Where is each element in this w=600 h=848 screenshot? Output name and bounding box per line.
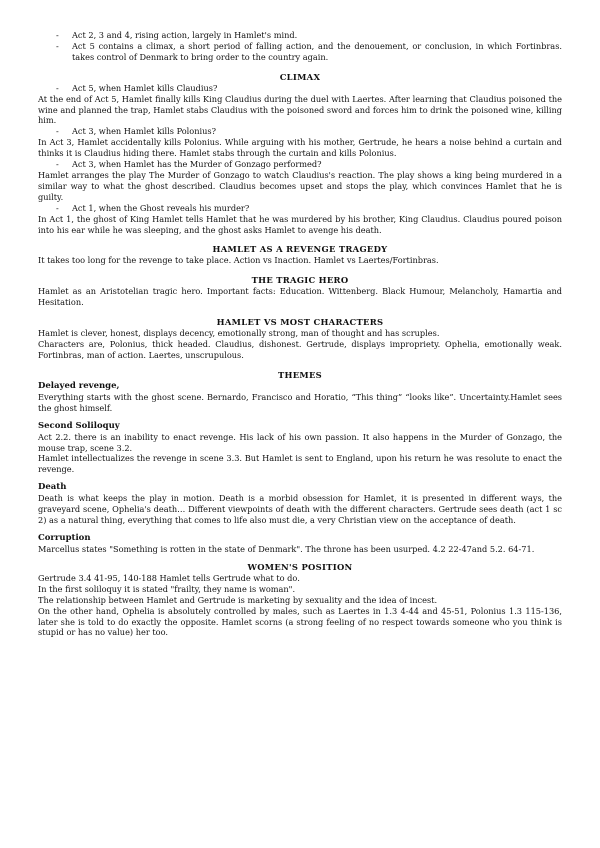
revenge-tragedy-heading: HAMLET AS A REVENGE TRAGEDY	[212, 244, 388, 255]
climax-answer: In Act 1, the ghost of King Hamlet tells Hamlet that he was murdered by his brother, King Claudius. Claudius poured poison into his ear while he was sleeping, and the ghost asks Hamlet to avenge his death.	[38, 213, 562, 235]
climax-heading: CLIMAX	[279, 71, 321, 82]
womens-position-line: Gertrude 3.4 41-95, 140-188 Hamlet tells Gertrude what to do.	[38, 572, 300, 583]
themes-heading: THEMES	[277, 369, 323, 380]
vs-characters-line: Characters are, Polonius, thick headed. Claudius, dishonest. Gertrude, displays impropriety. Ophelia, emotionally weak. Fortinbras, man of action. Laertes, unscrupulous.	[38, 339, 562, 360]
theme-text: Act 2.2. there is an inability to enact revenge. His lack of his own passion. It also happens in the Murder of Gonzago, the mouse trap, scene 3.2.	[38, 431, 562, 453]
tragic-hero-heading: THE TRAGIC HERO	[251, 275, 349, 286]
list-item: - Act 2, 3 and 4, rising action, largely in Hamlet's mind.	[52, 30, 562, 41]
climax-answer: In Act 3, Hamlet accidentally kills Polonius. While arguing with his mother, Gertrude, he hears a noise behind a curtain and thinks it is Claudius hiding there. Hamlet stabs through the curtain and kills Polonius.	[38, 137, 562, 159]
intro-list	[38, 30, 562, 63]
list-item: - Act 5 contains a climax, a short period of falling action, and the denouement, or conclusion, in which Fortinbras. takes control of Denmark to bring order to the country again.	[52, 41, 562, 63]
climax-question: - Act 3, when Hamlet has the Murder of Gonzago performed?	[52, 159, 562, 170]
theme-title: Death	[38, 482, 67, 493]
vs-characters-heading: HAMLET VS MOST CHARACTERS	[216, 317, 384, 328]
theme-title: Corruption	[38, 533, 91, 543]
theme-text: Marcellus states "Something is rotten in the state of Denmark". The throne has been usurped. 4.2 22-47and 5.2. 64-71.	[38, 544, 535, 554]
theme-title: Second Soliloquy	[38, 420, 120, 431]
climax-question: - Act 3, when Hamlet kills Polonius?	[52, 126, 562, 137]
climax-answer: Hamlet arranges the play The Murder of Gonzago to watch Claudius's reaction. The play shows a king being murdered in a similar way to what the ghost described. Claudius becomes upset and stops the play, which convinces Hamlet that he is guilty.	[38, 169, 562, 202]
climax-question: - Act 5, when Hamlet kills Claudius?	[52, 83, 562, 94]
theme-text: Everything starts with the ghost scene. Bernardo, Francisco and Horatio, “This thing” “looks like”. Uncertainty.Hamlet sees the ghost himself.	[38, 391, 562, 413]
climax-answer: At the end of Act 5, Hamlet finally kills King Claudius during the duel with Laertes. After learning that Claudius poisoned the wine and planned the trap, Hamlet stabs Claudius with the poisoned sword and forces him to drink the poisoned wine, killing him.	[38, 93, 562, 126]
climax-section	[38, 83, 562, 236]
womens-position-heading: WOMEN'S POSITION	[247, 561, 353, 572]
womens-position-line: The relationship between Hamlet and Gertrude is marketing by sexuality and the idea of incest.	[38, 594, 438, 605]
climax-question: - Act 1, when the Ghost reveals his murder?	[52, 203, 562, 214]
womens-position-line: In the first soliloquy it is stated "frailty, they name is woman".	[38, 583, 296, 594]
theme-title: Delayed revenge,	[38, 380, 120, 391]
theme-text: Death is what keeps the play in motion. Death is a morbid obsession for Hamlet, it is presented in different ways, the graveyard scene, Ophelia's death… Different viewpoints of death with the different characters. Gertrude sees death (act 1 sc 2) as a natural thing, everything that comes to life also must die, a very Christian view on the acceptance of death.	[38, 493, 562, 526]
vs-characters-line: Hamlet is clever, honest, displays decency, emotionally strong, man of thought and has scruples.	[38, 328, 440, 339]
womens-position-line: On the other hand, Ophelia is absolutely controlled by males, such as Laertes in 1.3 4-44 and 45-51, Polonius 1.3 115-136, later she is told to do exactly the opposite. Hamlet scorns (a strong feeling of no respect towards someone who you think is stupid or has no value) her too.	[38, 605, 562, 638]
theme-text: Hamlet intellectualizes the revenge in scene 3.3. But Hamlet is sent to England, upon his return he was resolute to enact the revenge.	[38, 453, 562, 475]
revenge-tragedy-text: It takes too long for the revenge to take place. Action vs Inaction. Hamlet vs Laertes/Fortinbras.	[38, 255, 439, 266]
tragic-hero-text: Hamlet as an Aristotelian tragic hero. Important facts: Education. Wittenberg. Black Humour, Melancholy, Hamartia and Hesitation.	[38, 286, 562, 308]
